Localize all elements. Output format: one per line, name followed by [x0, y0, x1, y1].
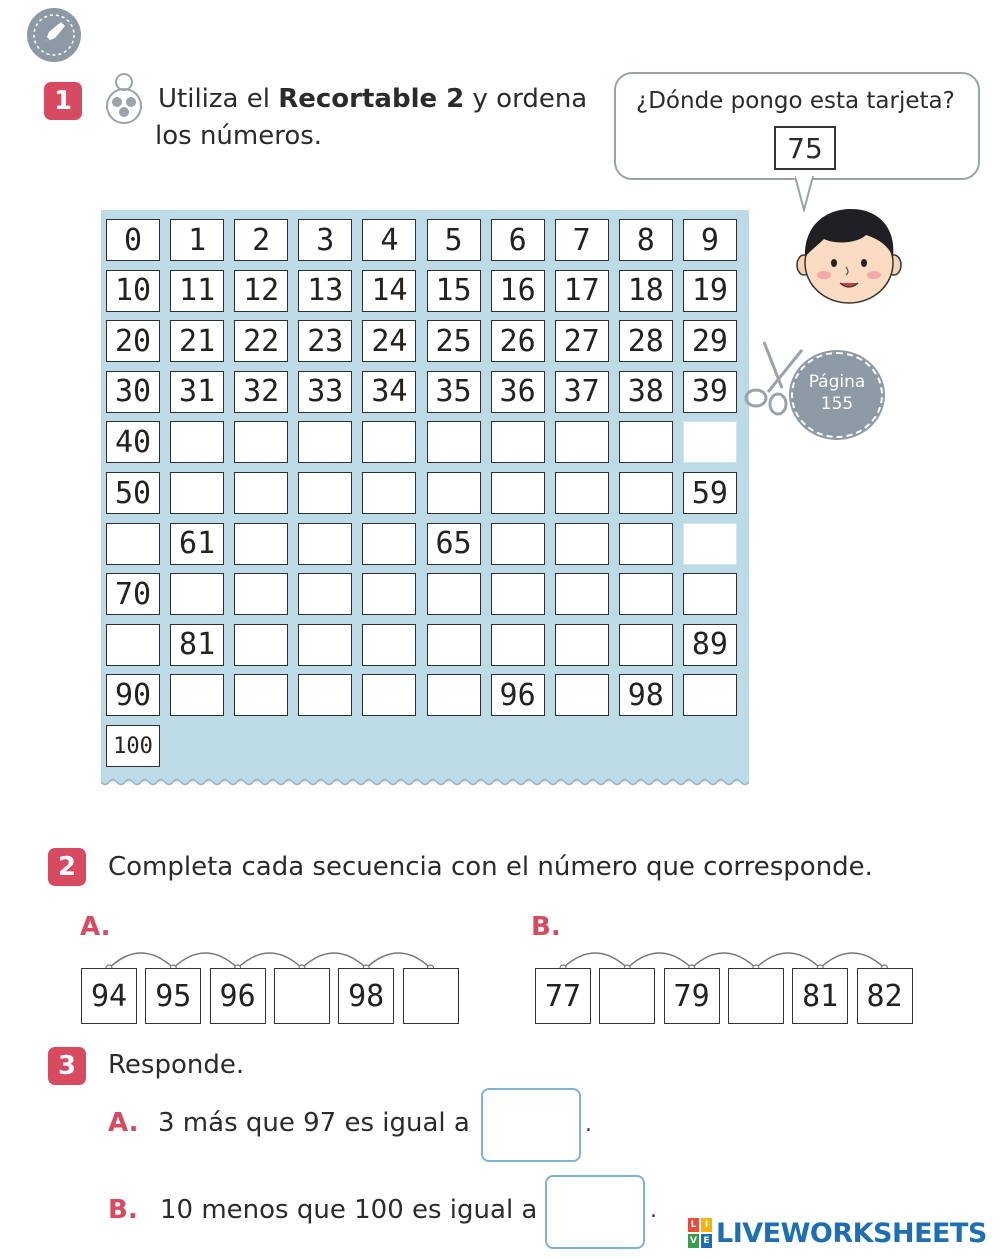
- grid-cell: 18: [619, 270, 673, 312]
- grid-cell: 4: [362, 219, 416, 261]
- grid-cell: 25: [427, 320, 481, 362]
- grid-cell-empty[interactable]: [555, 674, 609, 716]
- grid-cell: 81: [170, 624, 224, 666]
- grid-cell: 17: [555, 270, 609, 312]
- grid-cell-empty[interactable]: [619, 523, 673, 565]
- grid-cell: 8: [619, 219, 673, 261]
- exercise-2-instruction: Completa cada secuencia con el número que corresponde.: [108, 852, 873, 882]
- grid-cell-empty[interactable]: [491, 472, 545, 514]
- grid-cell-empty[interactable]: [555, 421, 609, 463]
- grid-cell: 11: [170, 270, 224, 312]
- grid-cell-empty[interactable]: [106, 523, 160, 565]
- grid-cell-empty[interactable]: [298, 674, 352, 716]
- sequence-card: 79: [664, 968, 720, 1024]
- grid-cell-empty[interactable]: [491, 624, 545, 666]
- grid-cell-empty[interactable]: [427, 573, 481, 615]
- grid-cell: 2: [234, 219, 288, 261]
- grid-cell-empty[interactable]: [170, 472, 224, 514]
- grid-cell: 31: [170, 371, 224, 413]
- grid-cell: 50: [106, 472, 160, 514]
- grid-cell: 9: [683, 219, 737, 261]
- grid-cell: 29: [683, 320, 737, 362]
- grid-cell: 40: [106, 421, 160, 463]
- bubble-question: ¿Dónde pongo esta tarjeta?: [636, 88, 955, 114]
- grid-cell: 22: [234, 320, 288, 362]
- grid-cell: 37: [555, 371, 609, 413]
- grid-cell: 14: [362, 270, 416, 312]
- grid-cell: 38: [619, 371, 673, 413]
- grid-cell-empty[interactable]: [427, 421, 481, 463]
- grid-cell-empty[interactable]: [298, 472, 352, 514]
- grid-cell-empty[interactable]: [234, 472, 288, 514]
- page-tag-label: Página: [808, 372, 866, 392]
- grid-cell-empty[interactable]: [298, 421, 352, 463]
- grid-cell: 6: [491, 219, 545, 261]
- bubble-number-card: 75: [774, 126, 836, 170]
- grid-cell-empty[interactable]: [362, 674, 416, 716]
- board-wavy-edge: [101, 775, 749, 789]
- sequence-card-empty[interactable]: [274, 968, 330, 1024]
- sequence-card-empty[interactable]: [403, 968, 459, 1024]
- grid-cell: 0: [106, 219, 160, 261]
- grid-cell: 16: [491, 270, 545, 312]
- answer-a-input[interactable]: [481, 1088, 581, 1162]
- grid-cell: 35: [427, 371, 481, 413]
- grid-cell-empty[interactable]: [106, 624, 160, 666]
- grid-cell: 59: [683, 472, 737, 514]
- grid-cell-empty[interactable]: [234, 624, 288, 666]
- grid-cell: 7: [555, 219, 609, 261]
- grid-cell-empty[interactable]: [555, 573, 609, 615]
- exercise-1-badge: 1: [44, 82, 82, 120]
- sequence-card: 98: [338, 968, 394, 1024]
- pencil-icon: [27, 8, 81, 62]
- grid-cell: 34: [362, 371, 416, 413]
- sequence-card-empty[interactable]: [599, 968, 655, 1024]
- grid-cell: 27: [555, 320, 609, 362]
- exercise-1-instruction-line2: los números.: [155, 121, 323, 151]
- boy-face-illustration: [796, 205, 902, 309]
- grid-cell: 33: [298, 371, 352, 413]
- grid-cell-empty[interactable]: [619, 421, 673, 463]
- grid-cell-empty[interactable]: [683, 421, 737, 463]
- grid-cell-empty[interactable]: [362, 472, 416, 514]
- grid-cell-empty[interactable]: [170, 573, 224, 615]
- grid-cell: 26: [491, 320, 545, 362]
- grid-cell-empty[interactable]: [555, 624, 609, 666]
- grid-cell-empty[interactable]: [362, 573, 416, 615]
- grid-cell: 1: [170, 219, 224, 261]
- grid-cell: 3: [298, 219, 352, 261]
- grid-cell: 10: [106, 270, 160, 312]
- grid-cell: 24: [362, 320, 416, 362]
- liveworksheets-logo: [688, 1216, 987, 1250]
- sequence-card: 96: [210, 968, 266, 1024]
- grid-cell-empty[interactable]: [170, 421, 224, 463]
- grid-cell: 5: [427, 219, 481, 261]
- question-b-period: .: [650, 1198, 657, 1223]
- sequence-card: 77: [535, 968, 591, 1024]
- grid-cell-empty[interactable]: [298, 624, 352, 666]
- grid-cell: 36: [491, 371, 545, 413]
- exercise-3-badge: 3: [48, 1047, 86, 1085]
- question-a-text: 3 más que 97 es igual a: [158, 1108, 470, 1138]
- grid-cell: 15: [427, 270, 481, 312]
- grid-cell-empty[interactable]: [234, 421, 288, 463]
- grid-cell: 12: [234, 270, 288, 312]
- grid-cell-empty[interactable]: [555, 472, 609, 514]
- grid-cell-empty[interactable]: [683, 674, 737, 716]
- grid-cell-empty[interactable]: [619, 624, 673, 666]
- grid-cell: 96: [491, 674, 545, 716]
- grid-cell-empty[interactable]: [427, 472, 481, 514]
- grid-cell-empty[interactable]: [234, 674, 288, 716]
- exercise-3-instruction: Responde.: [108, 1050, 245, 1080]
- grid-cell: 21: [170, 320, 224, 362]
- grid-cell: 100: [106, 725, 160, 767]
- grid-cell: 23: [298, 320, 352, 362]
- liveworksheets-text: LIVEWORKSHEETS: [716, 1217, 987, 1249]
- grid-cell-empty[interactable]: [234, 573, 288, 615]
- grid-cell-empty[interactable]: [427, 674, 481, 716]
- answer-b-input[interactable]: [545, 1175, 645, 1249]
- grid-cell: 13: [298, 270, 352, 312]
- grid-cell: 90: [106, 674, 160, 716]
- grid-cell: 20: [106, 320, 160, 362]
- grid-cell-empty[interactable]: [683, 573, 737, 615]
- question-b-letter: B.: [108, 1195, 138, 1225]
- grid-cell: 28: [619, 320, 673, 362]
- grid-cell-empty[interactable]: [491, 523, 545, 565]
- question-a-period: .: [585, 1112, 592, 1137]
- grid-cell-empty[interactable]: [555, 523, 609, 565]
- grid-cell-empty[interactable]: [362, 624, 416, 666]
- sequence-card: 82: [857, 968, 913, 1024]
- sequence-card: 95: [145, 968, 201, 1024]
- group-work-icon: [100, 72, 148, 132]
- sequence-a-letter: A.: [80, 912, 111, 942]
- grid-cell: 19: [683, 270, 737, 312]
- grid-cell-empty[interactable]: [491, 421, 545, 463]
- grid-cell: 30: [106, 371, 160, 413]
- sequence-card: 81: [792, 968, 848, 1024]
- grid-cell-empty[interactable]: [298, 523, 352, 565]
- sequence-b-letter: B.: [531, 912, 561, 942]
- grid-cell: 65: [427, 523, 481, 565]
- grid-cell: 32: [234, 371, 288, 413]
- grid-cell-empty[interactable]: [362, 421, 416, 463]
- question-a-letter: A.: [108, 1108, 139, 1138]
- sequence-card-empty[interactable]: [728, 968, 784, 1024]
- speech-bubble: [614, 72, 980, 180]
- grid-cell-empty[interactable]: [234, 523, 288, 565]
- exercise-1-instruction: Utiliza el Recortable 2 y ordena: [158, 84, 588, 114]
- grid-cell: 39: [683, 371, 737, 413]
- grid-cell-empty[interactable]: [427, 624, 481, 666]
- grid-cell: 98: [619, 674, 673, 716]
- grid-cell: 70: [106, 573, 160, 615]
- sequence-card: 94: [81, 968, 137, 1024]
- grid-cell-empty[interactable]: [362, 523, 416, 565]
- question-b-text: 10 menos que 100 es igual a: [160, 1195, 538, 1225]
- grid-cell: 61: [170, 523, 224, 565]
- exercise-2-badge: 2: [48, 848, 86, 886]
- grid-cell-empty[interactable]: [619, 573, 673, 615]
- grid-cell: 89: [683, 624, 737, 666]
- grid-cell-empty[interactable]: [619, 472, 673, 514]
- grid-cell-empty[interactable]: [491, 573, 545, 615]
- grid-cell-empty[interactable]: [170, 674, 224, 716]
- page-tag-number: 155: [820, 394, 854, 414]
- grid-cell-empty[interactable]: [298, 573, 352, 615]
- liveworksheets-icon: L I V E: [688, 1218, 712, 1248]
- grid-cell-empty[interactable]: [683, 523, 737, 565]
- page-reference-tag: [791, 352, 883, 438]
